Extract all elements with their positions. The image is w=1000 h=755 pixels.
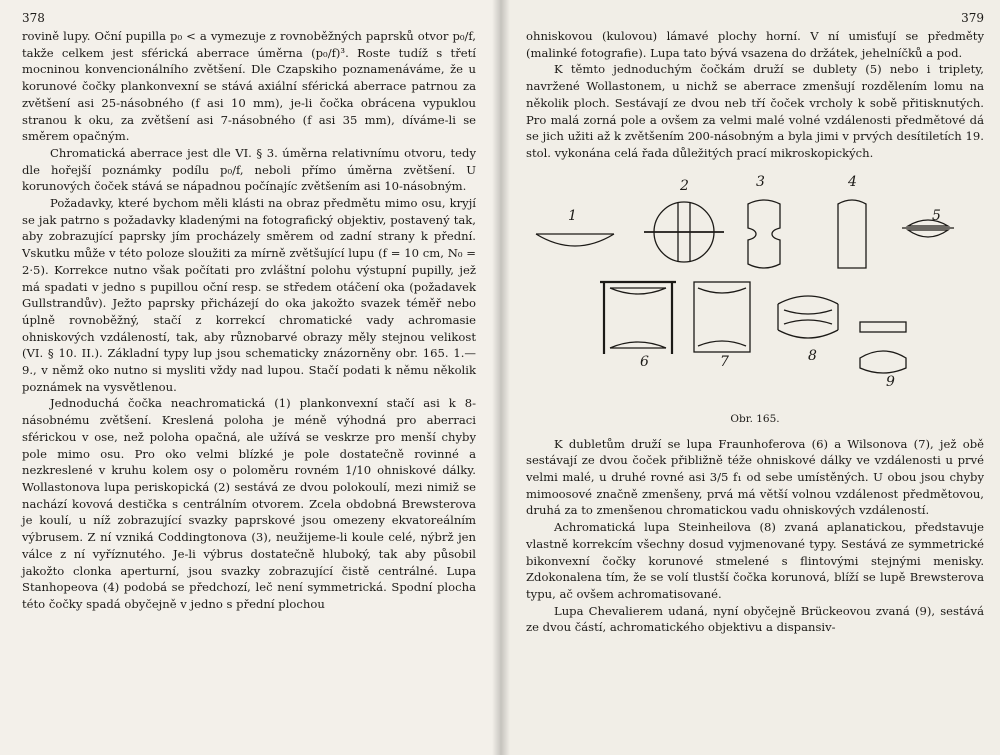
figure-label-4: 4	[848, 173, 857, 190]
paragraph: Jednoduchá čočka neachromatická (1) plankonvexní stačí asi k 8-násobnému zvětšení. Kreslená poloha je méně výhodná pro aberraci sférickou v ose, než poloha opačná, ale užívá se veskrze pro menší chyby pole mimo osu. Pro oko velmi blízké je pole dostatečně rovinné a nezkreslené v kruhu kolem osy o poloměru rovném 1/10 ohniskové dálky. Wollastonova lupa periskopická (2) sestává ze dvou polokoulí, mezi nimiž se nachází kovová destička s centrálním otvorem. Zcela obdobná Brewsterova je koulí, u níž zobrazující svazky paprskové jsou omezeny ekvatoreálním výbrusem. Z ní vzniká Coddingtonova (3), neužijeme-li koule celé, nýbrž jen válce z ní vyříznutého. Je-li výbrus dostatečně hluboký, tak aby působil jakožto clonka aperturní, jsou svazky zobrazující čistě centrálné. Lupa Stanhopeova (4) podobá se předchozí, leč není symmetrická. Spodní plocha této čočky spadá obyčejně v jedno s přední plochou	[22, 396, 476, 611]
page-number-right: 379	[961, 11, 984, 25]
figure-label-5: 5	[932, 207, 941, 224]
lens-2-wollaston	[644, 202, 724, 262]
figure-label-7: 7	[720, 353, 729, 370]
lens-9-bruecke	[860, 322, 906, 373]
figure-label-1: 1	[568, 207, 577, 224]
figure-label-2: 2	[680, 177, 689, 194]
paragraph: Achromatická lupa Steinheilova (8) zvaná aplanatickou, představuje vlastně korrekcím všechny dosud vyjmenované typy. Sestává ze symmetrické bikonvexní čočky korunové stmelené s flintovými stejnými menisky. Zdokonalena tím, že se volí tlustší čočka korunová, blíží se lupě Brewsterova typu, ač ovšem achromatisované.	[526, 520, 984, 601]
book-gutter	[492, 0, 510, 755]
paragraph: Lupa Chevalierem udaná, nyní obyčejně Brückeovou zvaná (9), sestává ze dvou částí, achromatického objektivu a dispansiv-	[526, 603, 984, 635]
figure-label-8: 8	[808, 347, 817, 364]
lens-5-doublet	[902, 220, 954, 237]
lens-3-coddington	[748, 200, 780, 268]
right-page	[500, 0, 1000, 755]
paragraph: Chromatická aberrace jest dle VI. § 3. úměrna relativnímu otvoru, tedy dle hořejší poznámky podílu p₀/f, neboli přímo úměrna zvětšení. U korunových čoček stává se nápadnou počínajíc zvětšením asi 10-násobným.	[22, 145, 476, 194]
page-number-left: 378	[22, 11, 45, 25]
figure-165	[526, 164, 984, 432]
figure-caption: Obr. 165.	[730, 412, 780, 425]
paragraph: Požadavky, které bychom měli klásti na obraz předmětu mimo osu, kryjí se jak patrno s požadavky kladenými na fotografický objektiv, postavený tak, aby zobrazující paprsky jím procházely směrem od zadní strany k přední. Vskutku může v této poloze sloužiti za mírně zvětšující lupu (f = 10 cm, N₀ = 2·5). Korrekce nutno však počítati pro zvláštní polohu výstupní pupilly, jež má spadati v jedno s pupillou oční resp. se středem otáčení oka (požadavek Gullstrandův). Ježto paprsky přicházejí do oka jakožto svazek téměř nebo úplně rovnoběžný, stačí z korrekcí chromatické vady achromasie ohniskových vzdáleností, tak, aby různobarvé obrazy měly stejnou velikost (VI. § 10. II.). Základní typy lup jsou schematicky znázorněny obr. 165. 1.—9., v němž oko nutno si mysliti vždy nad lupou. Stačí podati k němu několik poznámek na vysvětlenou.	[22, 196, 476, 394]
lens-7-wilson	[694, 282, 750, 352]
lens-diagram	[526, 164, 984, 432]
lens-8-steinheil	[778, 296, 838, 338]
paragraph: K dubletům druží se lupa Fraunhoferova (6) a Wilsonova (7), jež obě sestávají ze dvou čoček přibližně téže ohniskové dálky ve vzdálenosti u prvé velmi malé, u druhé rovné asi 3/5 f₁ od sebe umístěných. U obou jsou chyby mimoosové značně zmenšeny, prvá má větší volnou vzdálenost předmětovou, druhá za to zmenšenou chromatickou vadu ohniskových vzdáleností.	[526, 436, 984, 518]
lens-1-plano-convex	[536, 234, 614, 246]
figure-label-3: 3	[756, 173, 765, 190]
figure-label-9: 9	[886, 373, 895, 390]
lens-6-fraunhofer	[600, 282, 676, 354]
figure-label-6: 6	[640, 353, 649, 370]
paragraph: ohniskovou (kulovou) lámavé plochy horní. V ní umisťují se předměty (malinké fotografie). Lupa tato bývá vsazena do držátek, jehelníčků a pod.	[526, 29, 984, 60]
lens-4-stanhope	[838, 200, 866, 268]
paragraph: rovině lupy. Oční pupilla p₀ < a vymezuje z rovnoběžných paprsků otvor p₀/f, takže celkem jest sférická aberrace úměrna (p₀/f)³. Roste tudíž s třetí mocninou konvencionálního zvětšení. Dle Czapskiho poznamenáváme, že u korunové čočky plankonvexní se stává axiální sférická aberrace patrnou za zvětšení asi 25-násobného (f asi 10 mm), je-li čočka obrácena vypuklou stranou k oku, za zvětšení asi 7-násobného (f asi 35 mm), díváme-li se směrem opačným.	[22, 29, 476, 144]
paragraph: K těmto jednoduchým čočkám druží se dublety (5) nebo i triplety, navržené Wollastonem, u nichž se aberrace zmenšují rozdělením lomu na několik ploch. Sestávají ze dvou neb tří čoček vrcholy k sobě přitisknutých. Pro malá zorná pole a ovšem za velmi malé volné vzdálenosti předmětové dá se jich užiti až k zvětšením 200-násobným a byla jimi v prvých desítiletích 19. stol. vykonána celá řada důležitých prací mikroskopických.	[526, 62, 984, 160]
